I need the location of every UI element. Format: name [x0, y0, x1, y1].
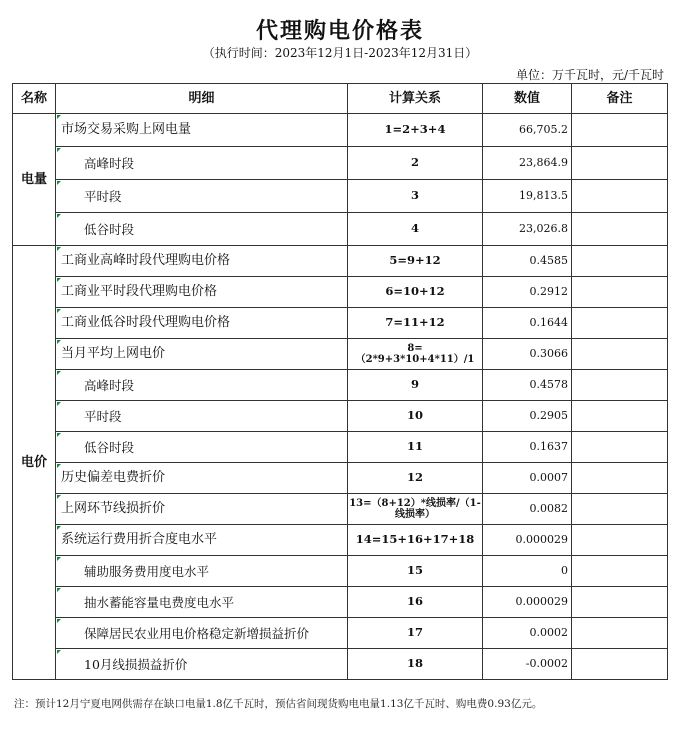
row-calc: 2 [348, 147, 483, 180]
row-calc: 5=9+12 [348, 246, 483, 277]
row-value: 0.4585 [483, 246, 572, 277]
table-row [13, 618, 668, 649]
row-note [572, 618, 668, 649]
table-row [13, 339, 668, 370]
table-row [13, 246, 668, 277]
row-item: 低谷时段 [56, 432, 348, 463]
table-row [13, 277, 668, 308]
row-calc: 8=（2*9+3*10+4*11）/1 [348, 339, 483, 370]
row-value: 0.3066 [483, 339, 572, 370]
row-value: 0.4578 [483, 370, 572, 401]
table-row [13, 649, 668, 680]
table-header-row [13, 84, 668, 114]
header-value: 数值 [483, 84, 572, 114]
row-item: 上网环节线损折价 [56, 494, 348, 525]
row-note [572, 213, 668, 246]
row-item: 平时段 [56, 180, 348, 213]
row-note [572, 587, 668, 618]
table-row [13, 114, 668, 147]
unit-label: 单位：万千瓦时，元/千瓦时 [515, 68, 664, 82]
table-row [13, 525, 668, 556]
row-note [572, 494, 668, 525]
row-value: 0.1644 [483, 308, 572, 339]
footnote: 注：预计12月宁夏电网供需存在缺口电量1.8亿千瓦时，预估省间现货购电电量1.13亿千瓦时、购电费0.93亿元。 [14, 698, 543, 710]
row-note [572, 114, 668, 147]
row-value: -0.0002 [483, 649, 572, 680]
row-value: 0 [483, 556, 572, 587]
table-row [13, 432, 668, 463]
row-value: 0.0082 [483, 494, 572, 525]
row-calc: 9 [348, 370, 483, 401]
row-calc: 6=10+12 [348, 277, 483, 308]
row-value: 66,705.2 [483, 114, 572, 147]
row-value: 0.0002 [483, 618, 572, 649]
row-note [572, 401, 668, 432]
row-note [572, 463, 668, 494]
table-row [13, 556, 668, 587]
row-value: 0.1637 [483, 432, 572, 463]
row-note [572, 277, 668, 308]
table-row [13, 213, 668, 246]
row-value: 0.0007 [483, 463, 572, 494]
row-item: 辅助服务费用度电水平 [56, 556, 348, 587]
row-calc: 12 [348, 463, 483, 494]
row-calc: 17 [348, 618, 483, 649]
row-value: 23,026.8 [483, 213, 572, 246]
row-note [572, 147, 668, 180]
row-item: 高峰时段 [56, 147, 348, 180]
row-calc: 14=15+16+17+18 [348, 525, 483, 556]
row-item: 市场交易采购上网电量 [56, 114, 348, 147]
row-calc: 11 [348, 432, 483, 463]
row-value: 19,813.5 [483, 180, 572, 213]
table-row [13, 587, 668, 618]
header-detail: 明细 [56, 84, 348, 114]
row-value: 0.000029 [483, 525, 572, 556]
row-item: 10月线损损益折价 [56, 649, 348, 680]
row-item: 平时段 [56, 401, 348, 432]
header-note: 备注 [572, 84, 668, 114]
row-value: 23,864.9 [483, 147, 572, 180]
row-calc: 15 [348, 556, 483, 587]
row-value: 0.2912 [483, 277, 572, 308]
row-note [572, 432, 668, 463]
row-calc: 7=11+12 [348, 308, 483, 339]
table-row [13, 147, 668, 180]
table-row [13, 180, 668, 213]
header-name: 名称 [13, 84, 56, 114]
header-calc: 计算关系 [348, 84, 483, 114]
row-note [572, 339, 668, 370]
row-calc: 1=2+3+4 [348, 114, 483, 147]
table-row [13, 401, 668, 432]
row-note [572, 246, 668, 277]
row-item: 工商业高峰时段代理购电价格 [56, 246, 348, 277]
row-item: 历史偏差电费折价 [56, 463, 348, 494]
row-item: 当月平均上网电价 [56, 339, 348, 370]
row-value: 0.2905 [483, 401, 572, 432]
row-calc: 4 [348, 213, 483, 246]
row-note [572, 180, 668, 213]
table-row [13, 308, 668, 339]
row-item: 保障居民农业用电价格稳定新增损益折价 [56, 618, 348, 649]
row-item: 工商业平时段代理购电价格 [56, 277, 348, 308]
execution-period: （执行时间：2023年12月1日-2023年12月31日） [202, 46, 478, 60]
row-calc: 18 [348, 649, 483, 680]
row-note [572, 308, 668, 339]
row-calc: 13=（8+12）*线损率/（1-线损率） [348, 494, 483, 525]
table-row [13, 494, 668, 525]
row-item: 抽水蓄能容量电费度电水平 [56, 587, 348, 618]
row-value: 0.000029 [483, 587, 572, 618]
row-note [572, 649, 668, 680]
table-row [13, 463, 668, 494]
row-item: 工商业低谷时段代理购电价格 [56, 308, 348, 339]
row-calc: 10 [348, 401, 483, 432]
row-note [572, 370, 668, 401]
category-price: 电价 [13, 246, 56, 680]
table-row [13, 370, 668, 401]
row-calc: 16 [348, 587, 483, 618]
page-title: 代理购电价格表 [255, 18, 424, 44]
row-calc: 3 [348, 180, 483, 213]
row-note [572, 525, 668, 556]
row-item: 高峰时段 [56, 370, 348, 401]
row-note [572, 556, 668, 587]
row-item: 低谷时段 [56, 213, 348, 246]
row-item: 系统运行费用折合度电水平 [56, 525, 348, 556]
category-quantity: 电量 [13, 114, 56, 246]
price-table [12, 83, 668, 680]
